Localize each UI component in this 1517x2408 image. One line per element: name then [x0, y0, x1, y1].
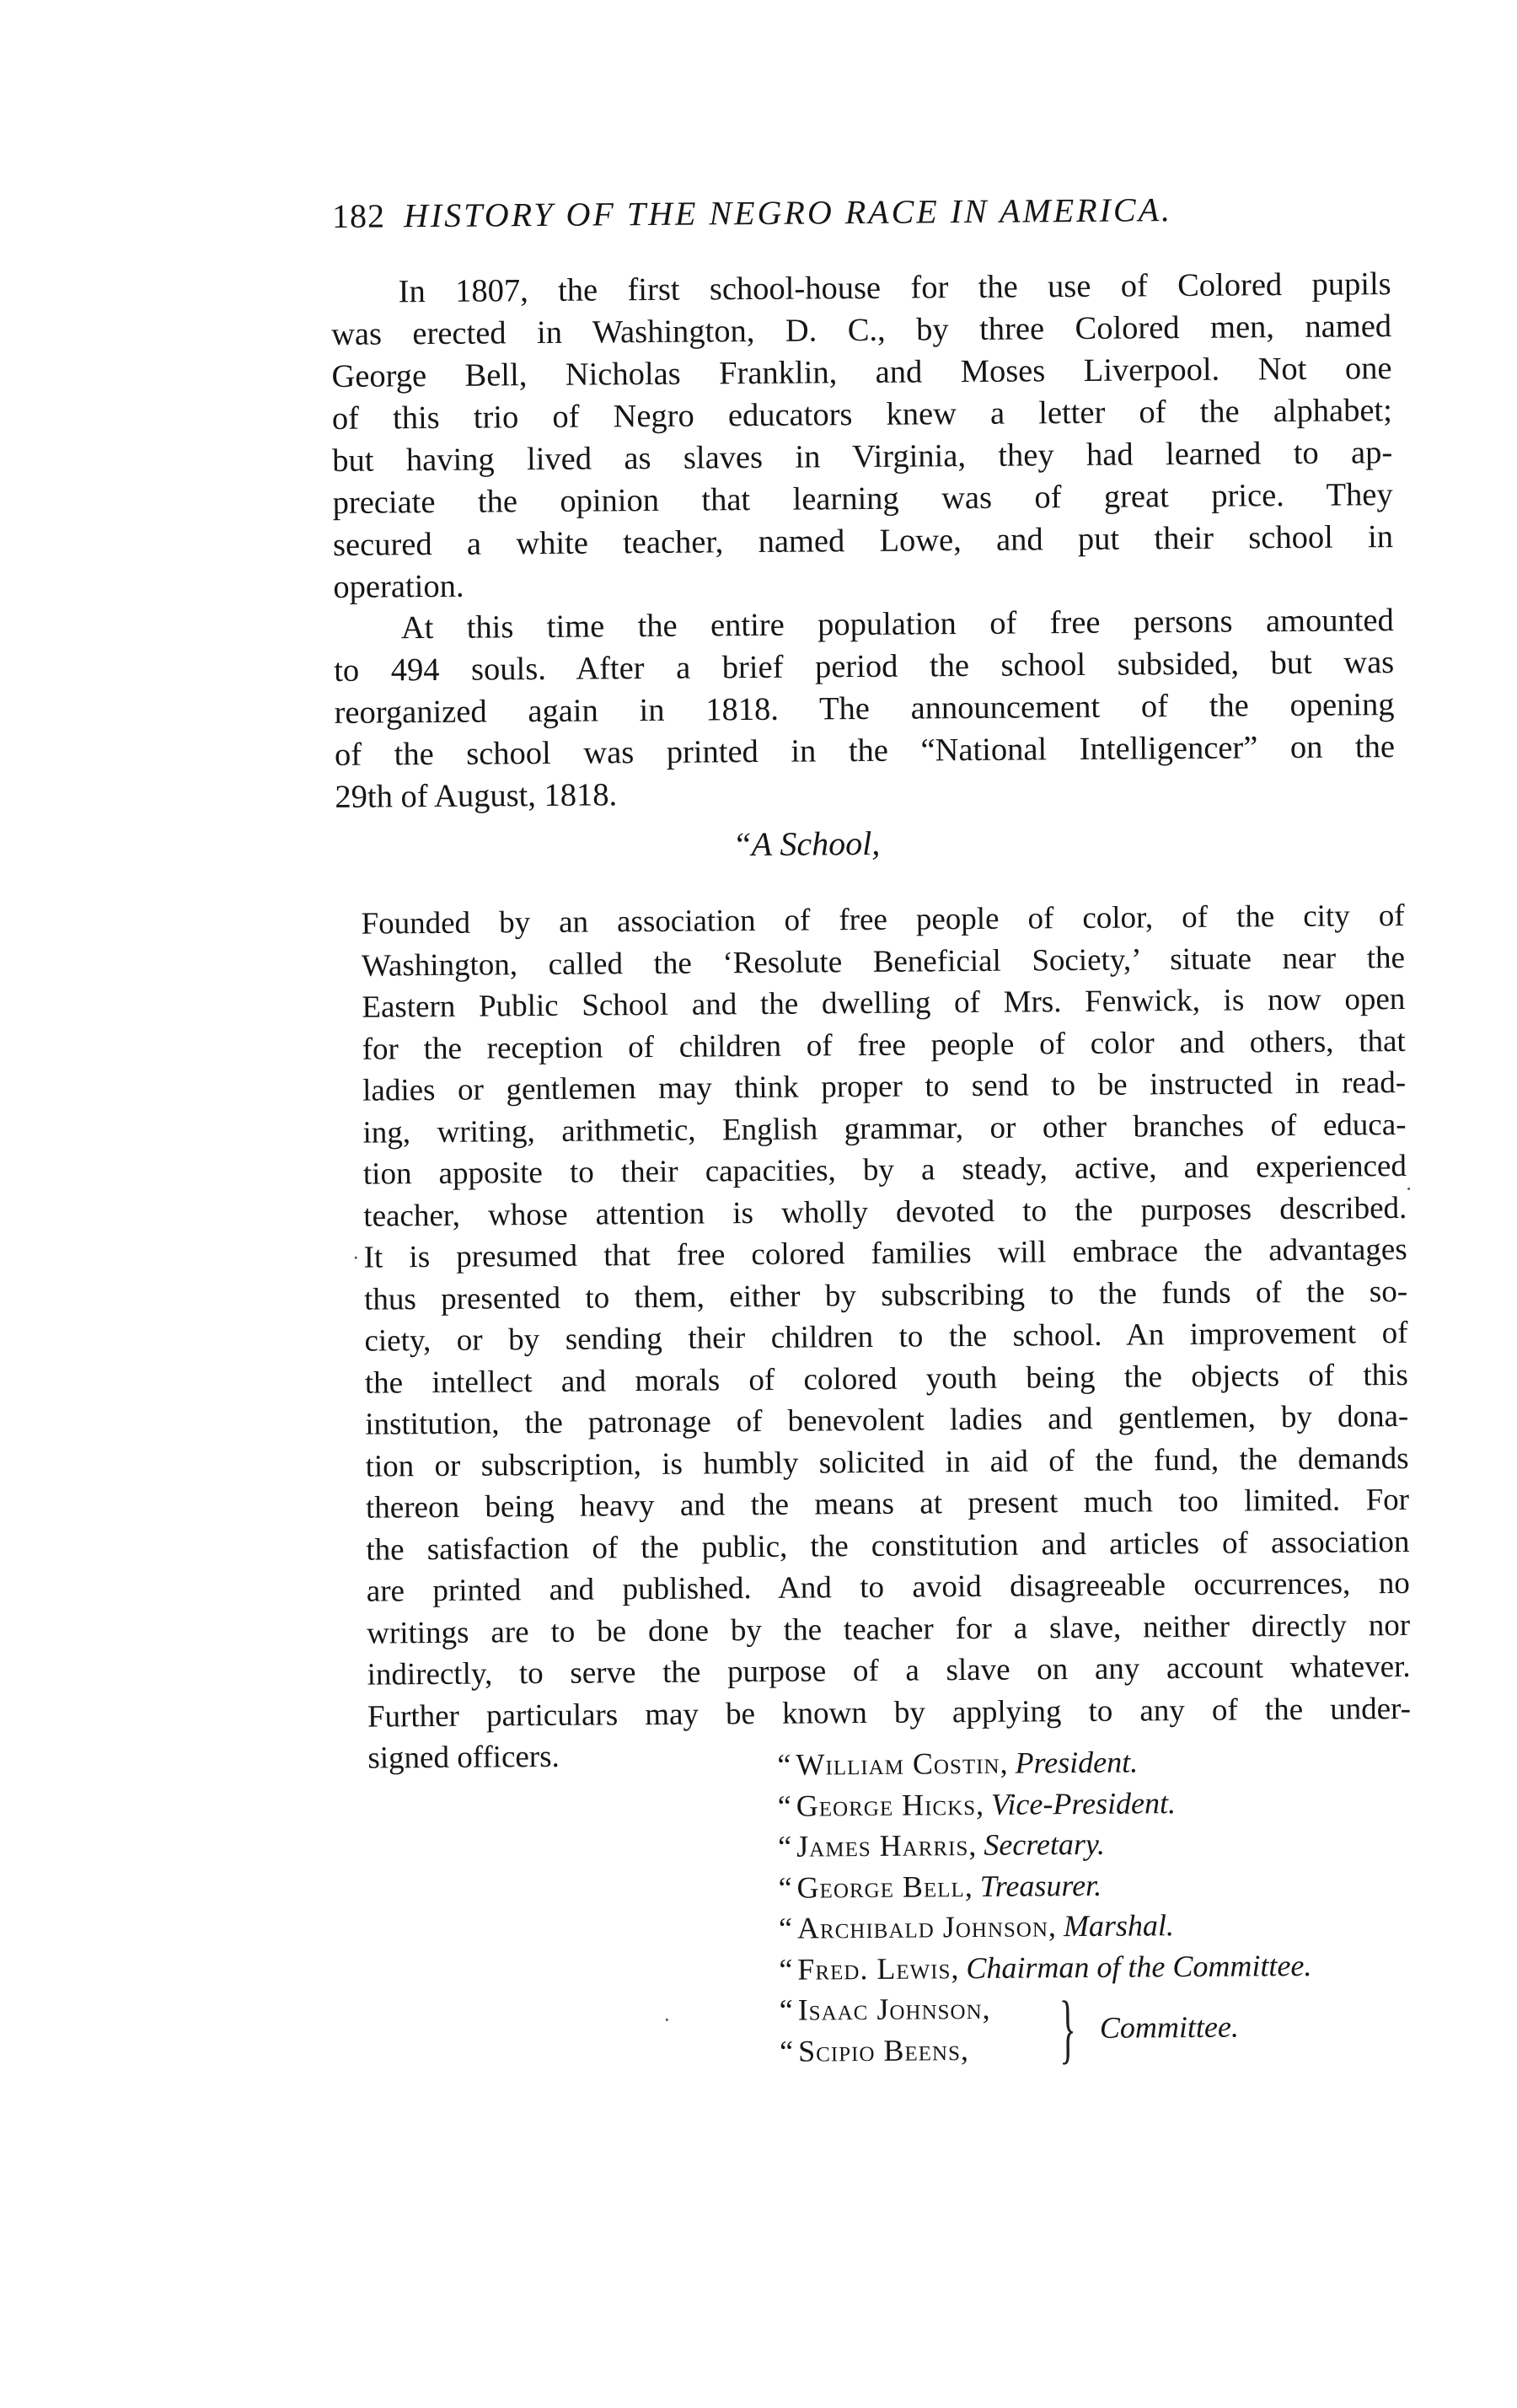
quote-line: for the reception of children of free people of color and others, that	[362, 1023, 1406, 1067]
quote-line: the satisfaction of the public, the constitution and articles of association	[366, 1524, 1410, 1568]
quote-line: thereon being heavy and the means at present much too limited. For	[365, 1482, 1410, 1526]
quote-line: Founded by an association of free people of color, of the city of	[361, 898, 1405, 941]
scan-speck	[355, 1257, 357, 1259]
text-line: At this time the entire population of free persons amounted	[400, 603, 1394, 646]
brace-icon: }	[1059, 1985, 1077, 2072]
quote-line: Further particulars may be known by applying to any of the under-	[367, 1691, 1412, 1735]
paragraph-first-school	[331, 263, 1394, 609]
officer-name: James Harris,	[796, 1827, 978, 1864]
text-line: was erected in Washington, D. C., by three Colored men, named	[330, 308, 1392, 352]
officer-role: President.	[1015, 1745, 1139, 1780]
signature-marshal	[779, 1904, 1311, 1949]
quote-line: are printed and published. And to avoid disagreeable occurrences, no	[366, 1565, 1410, 1609]
scan-speck	[1407, 1188, 1410, 1190]
text-line: operation.	[333, 568, 464, 605]
officer-signatures	[777, 1740, 1312, 2072]
text-line: reorganized again in 1818. The announcement of the opening	[334, 687, 1395, 731]
quote-line: tion or subscription, is humbly solicited in aid of the fund, the demands	[365, 1440, 1409, 1484]
text-line: 29th of August, 1818.	[335, 777, 618, 815]
quote-line: the intellect and morals of colored youth being the objects of this	[364, 1357, 1408, 1401]
text-line: but having lived as slaves in Virginia, they had learned to ap-	[332, 435, 1393, 479]
text-line: of this trio of Negro educators knew a letter of the alphabet;	[331, 393, 1393, 437]
quote-line: writings are to be done by the teacher for a slave, neither directly nor	[367, 1607, 1411, 1651]
signature-chairman	[779, 1944, 1311, 1989]
signature-president	[777, 1740, 1310, 1785]
quote-line: Eastern Public School and the dwelling of Mrs. Fenwick, is now open	[362, 981, 1406, 1025]
quote-line: Washington, called the ‘Resolute Beneficial Society,’ situate near the	[361, 940, 1406, 984]
signature-vice-president	[778, 1781, 1311, 1826]
officer-name: William Costin,	[796, 1746, 1009, 1782]
committee-group	[780, 1986, 1313, 2072]
officer-role: Marshal.	[1063, 1908, 1175, 1944]
quote-line: tion apposite to their capacities, by a steady, active, and experienced	[362, 1148, 1407, 1192]
quote-line: institution, the patronage of benevolent ladies and gentlemen, by dona-	[365, 1398, 1409, 1442]
quote-line: ladies or gentlemen may think proper to send to be instructed in read-	[362, 1065, 1407, 1108]
running-head	[332, 187, 1428, 238]
open-quote-mark: “	[779, 2034, 794, 2068]
officer-name: George Bell,	[796, 1869, 973, 1905]
quote-line: teacher, whose attention is wholly devoted to the purposes described.	[363, 1190, 1407, 1234]
signature-secretary	[778, 1822, 1311, 1867]
open-quote-mark: “	[778, 1911, 793, 1945]
text-line: secured a white teacher, named Lowe, and put their school in	[332, 519, 1394, 563]
page-number: 182	[331, 196, 386, 235]
officer-role: Chairman of the Committee.	[966, 1948, 1312, 1985]
text-line: In 1807, the first school-house for the use of Colored pupils	[398, 266, 1391, 310]
officer-role: Secretary.	[984, 1826, 1106, 1862]
paragraph-population	[334, 599, 1396, 818]
open-quote-mark: “	[778, 1870, 792, 1905]
open-quote-mark: “	[779, 1992, 793, 2027]
quote-line: ing, writing, arithmetic, English grammar, or other branches of educa-	[362, 1107, 1407, 1150]
committee-label: Committee.	[1099, 2009, 1240, 2045]
signature-treasurer	[778, 1863, 1311, 1907]
quoted-announcement	[361, 895, 1411, 1779]
officer-name: Scipio Beens,	[797, 2032, 970, 2068]
text-line: of the school was printed in the “National Intelligencer” on the	[334, 729, 1396, 773]
officer-name: Isaac Johnson,	[797, 1991, 991, 2027]
text-line: to 494 souls. After a brief period the school subsided, but was	[334, 645, 1395, 689]
officer-role: Vice-President.	[990, 1785, 1177, 1821]
officer-role: Treasurer.	[979, 1868, 1102, 1903]
quote-line: It is presumed that free colored families will embrace the advantages	[363, 1231, 1407, 1275]
officer-name: Fred. Lewis,	[797, 1950, 960, 1987]
quote-heading: “A School,	[732, 823, 881, 864]
quote-line: thus presented to them, either by subscribing to the funds of the so-	[363, 1274, 1408, 1317]
running-title: HISTORY OF THE NEGRO RACE IN AMERICA.	[403, 190, 1173, 235]
open-quote-mark: “	[779, 1952, 793, 1987]
quote-line: indirectly, to serve the purpose of a slave on any account whatever.	[367, 1649, 1411, 1692]
quote-line: signed officers.	[367, 1739, 560, 1776]
open-quote-mark: “	[778, 1829, 792, 1864]
text-line: preciate the opinion that learning was of great price. They	[332, 477, 1393, 521]
quote-line: ciety, or by sending their children to the school. An improvement of	[364, 1315, 1408, 1359]
open-quote-mark: “	[777, 1747, 791, 1782]
officer-name: George Hicks,	[796, 1787, 985, 1823]
text-line: George Bell, Nicholas Franklin, and Moses Liverpool. Not one	[331, 351, 1392, 394]
scan-speck	[666, 2019, 668, 2021]
open-quote-mark: “	[777, 1789, 791, 1823]
officer-name: Archibald Johnson,	[796, 1909, 1058, 1945]
